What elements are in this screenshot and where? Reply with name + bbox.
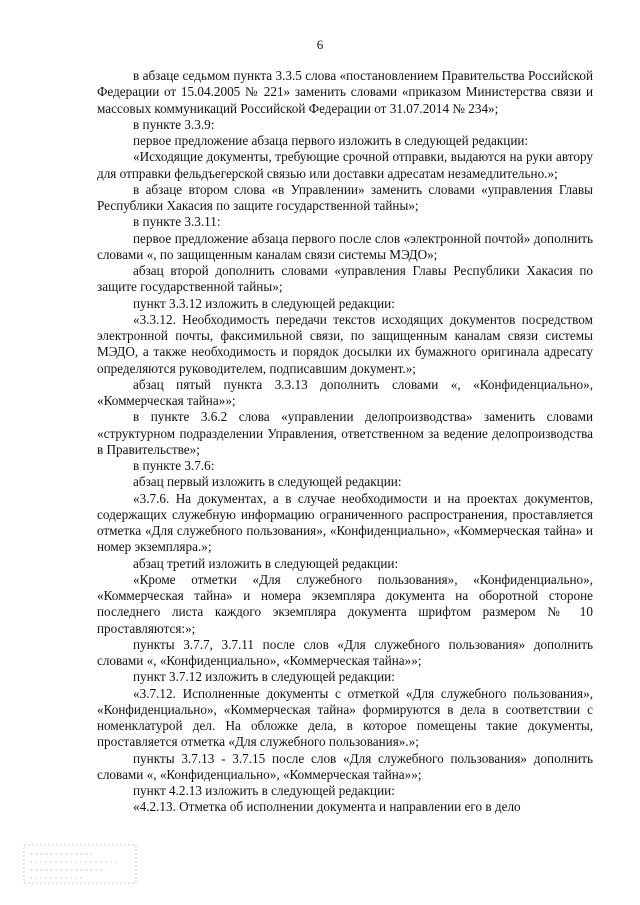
paragraph: в пункте 3.3.9: (133, 116, 215, 132)
page-number: 6 (316, 37, 324, 52)
paragraph: «3.7.6. На документах, а в случае необходимости и на проектах документов, содержащих служебную информацию ограниченного распространения, проставляется отметка «Для служебного пользования», «Конфиденциально», «Коммерческая тайна» и номер экземпляра.»; (97, 490, 593, 555)
paragraph: первое предложение абзаца первого изложить в следующей редакции: (133, 133, 529, 148)
paragraph: «Исходящие документы, требующие срочной отправки, выдаются на руки автору для отправки фельдъегерской связью или доставки адресатам незамедлительно.»; (97, 149, 593, 181)
paragraph: «3.3.12. Необходимость передачи текстов исходящих документов посредством электронной почты, факсимильной связи, по защищенным каналам связи системы МЭДО, а также необходимость и порядок досылки их бумажного оригинала адресату определяются руководителем, подписавшим документ.»; (97, 311, 593, 376)
paragraph: пункт 3.3.12 изложить в следующей редакции: (133, 295, 395, 311)
paragraph: «4.2.13. Отметка об исполнении документа и направлении его в дело (133, 799, 521, 815)
paragraph: первое предложение абзаца первого после слов «электронной почтой» дополнить словами «, по защищенным каналам связи системы МЭДО»; (97, 230, 593, 262)
paragraph: абзац первый изложить в следующей редакции: (133, 474, 402, 490)
paragraph: в пункте 3.6.2 слова «управлении делопроизводства» заменить словами «структурном подразделении Управления, ответственном за ведение делопроизводства в Правительстве»; (97, 409, 593, 457)
paragraph: абзац второй дополнить словами «управления Главы Республики Хакасия по защите государственной тайны»; (97, 263, 593, 295)
paragraph: «3.7.12. Исполненные документы с отметкой «Для служебного пользования», «Конфиденциально», «Коммерческая тайна» формируются в дела в соответствии с номенклатурой дел. На обложке дела, в которое помещены такие документы, проставляется отметка «Для служебного пользования».»; (97, 685, 593, 750)
paragraph: в пункте 3.3.11: (133, 214, 221, 230)
paragraph: пункты 3.7.13 - 3.7.15 после слов «Для служебного пользования» дополнить словами «, «Конфиденциально», «Коммерческая тайна»»; (97, 750, 593, 782)
faded-stamp-mark (22, 842, 142, 886)
paragraph: «Кроме отметки «Для служебного пользования», «Конфиденциально», «Коммерческая тайна» и номера экземпляра документа на оборотной стороне последнего листа каждого экземпляра документа шрифтом размером № 10 проставляются:»; (97, 571, 593, 636)
paragraph: в абзаце втором слова «в Управлении» заменить словами «управления Главы Республики Хакасия по защите государственной тайны»; (97, 181, 593, 213)
paragraph: абзац пятый пункта 3.3.13 дополнить словами «, «Конфиденциально», «Коммерческая тайна»»; (97, 376, 593, 408)
paragraph: пункт 4.2.13 изложить в следующей редакции: (133, 783, 395, 798)
paragraph: в абзаце седьмом пункта 3.3.5 слова «постановлением Правительства Российской Федерации от 15.04.2005 № 221» заменить словами «приказом Министерства связи и массовых коммуникаций Российской Федерации от 31.07.2014 № 234»; (97, 68, 593, 116)
paragraph: абзац третий изложить в следующей редакции: (133, 555, 399, 571)
paragraph: в пункте 3.7.6: (133, 458, 215, 473)
paragraph: пункт 3.7.12 изложить в следующей редакции: (133, 669, 395, 685)
document-body (97, 68, 593, 816)
paragraph: пункты 3.7.7, 3.7.11 после слов «Для служебного пользования» дополнить словами «, «Конфиденциально», «Коммерческая тайна»»; (97, 636, 593, 668)
